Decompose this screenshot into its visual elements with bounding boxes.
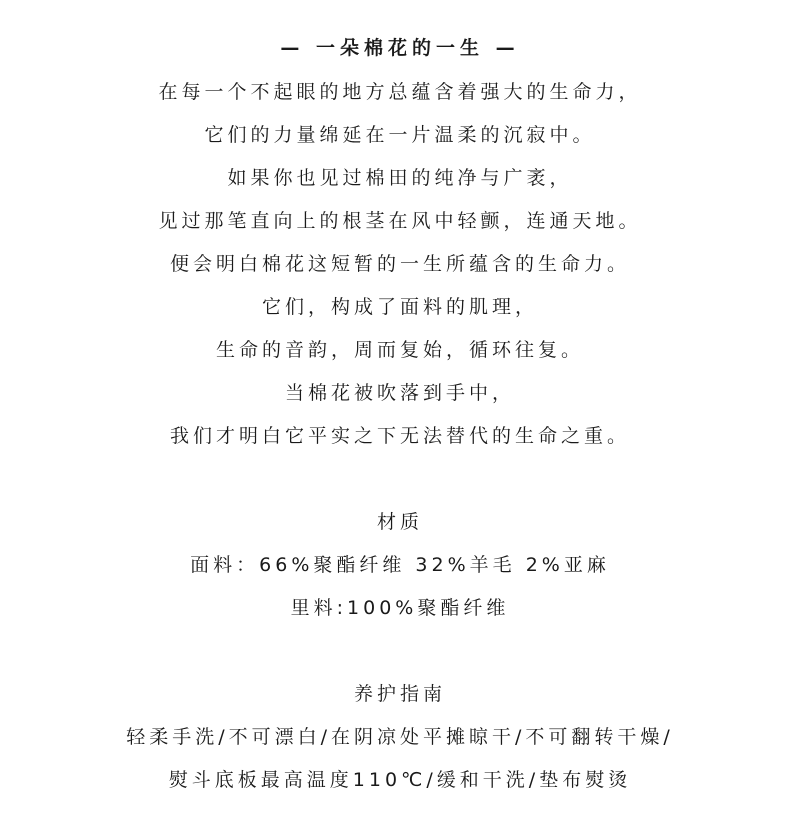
- care-instructions-line: 熨斗底板最高温度110℃/缓和干洗/垫布熨烫: [168, 769, 632, 791]
- material-heading: 材质: [376, 511, 423, 533]
- poem-line: 当棉花被吹落到手中，: [284, 382, 515, 404]
- care-heading: 养护指南: [353, 683, 446, 705]
- poem-line: 它们的力量绵延在一片温柔的沉寂中。: [204, 124, 596, 146]
- material-fabric: 面料：66%聚酯纤维 32%羊毛 2%亚麻: [190, 554, 610, 576]
- poem-line: 见过那笔直向上的根茎在风中轻颤，连通天地。: [158, 210, 642, 232]
- poem-line: 便会明白棉花这短暂的一生所蕴含的生命力。: [169, 253, 630, 275]
- poem-title: — 一朵棉花的一生 —: [280, 37, 520, 59]
- material-lining: 里料:100%聚酯纤维: [290, 597, 510, 619]
- poem-line: 我们才明白它平实之下无法替代的生命之重。: [169, 425, 630, 447]
- poem-line: 如果你也见过棉田的纯净与广袤，: [227, 167, 573, 189]
- poem-line: 生命的音韵，周而复始，循环往复。: [215, 339, 584, 361]
- care-instructions-line: 轻柔手洗/不可漂白/在阴凉处平摊晾干/不可翻转干燥/: [126, 726, 674, 748]
- poem-line: 它们，构成了面料的肌理，: [261, 296, 538, 318]
- poem-line: 在每一个不起眼的地方总蕴含着强大的生命力，: [158, 81, 642, 103]
